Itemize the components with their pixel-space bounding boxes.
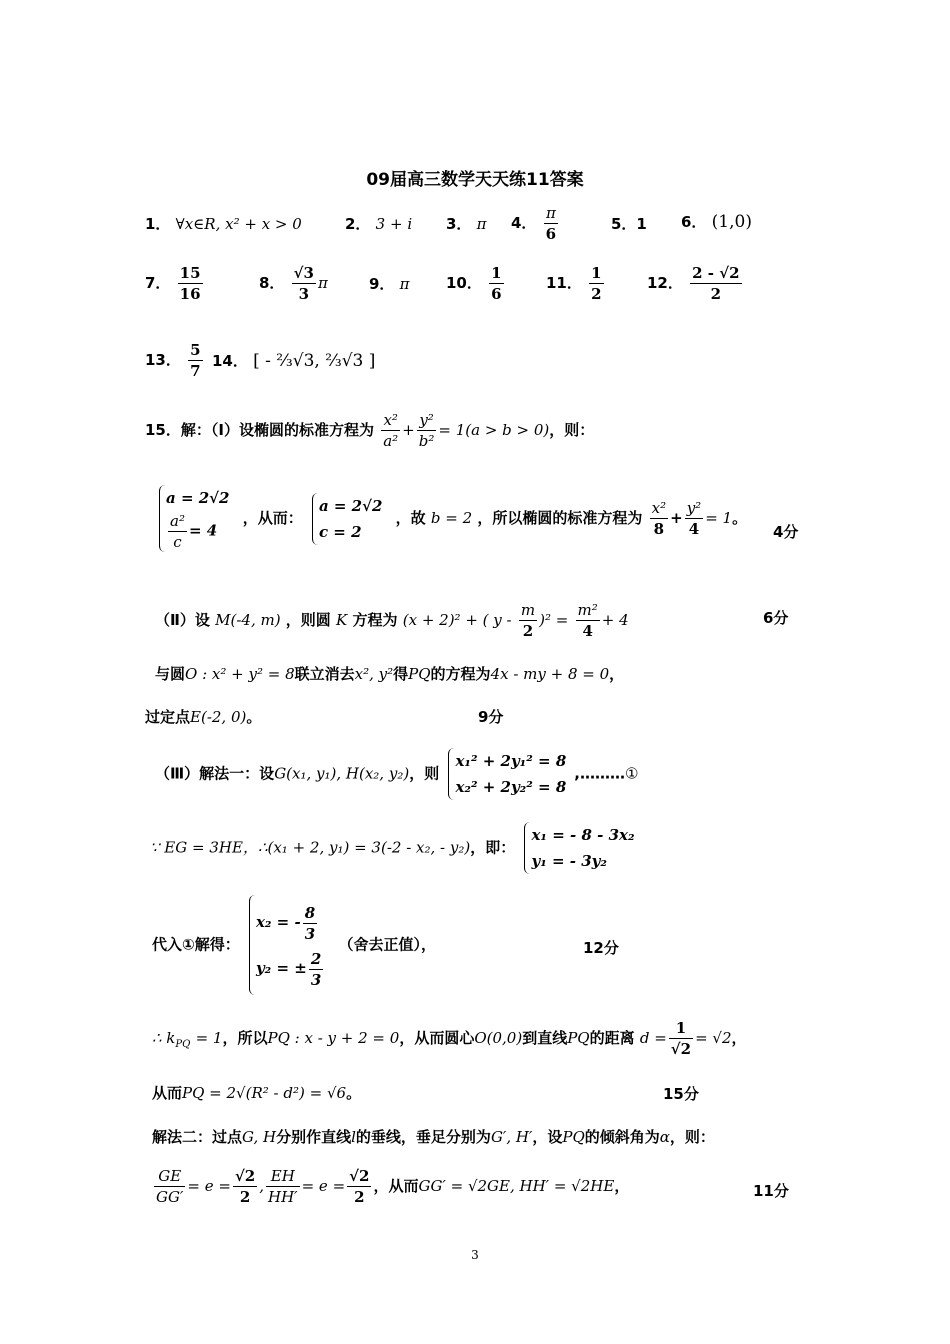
s15-intro-text: 15．解：（Ⅰ）设椭圆的标准方程为 bbox=[145, 421, 374, 439]
s2-l2-c: 得 bbox=[393, 665, 409, 683]
pq-equation: 4x - my + 8 = 0 bbox=[490, 665, 610, 683]
PQ: PQ bbox=[408, 665, 431, 683]
from-text: ，从而： bbox=[242, 509, 303, 527]
score-6: 6分 bbox=[763, 609, 789, 627]
q2-answer: 3 + i bbox=[375, 215, 413, 233]
q8-label: 8． bbox=[259, 274, 285, 292]
ellipse-eq-tail: = 1(a > b > 0) bbox=[438, 421, 550, 439]
q12-fraction: $\frac{2 - √2}{2}$ bbox=[692, 264, 740, 303]
k-g: ， bbox=[731, 1029, 747, 1047]
s4-label: 解法二：过点 bbox=[152, 1128, 243, 1146]
ie-text: ，即： bbox=[470, 838, 516, 857]
q13-fraction: $\frac{5}{7}$ bbox=[190, 341, 201, 380]
answer-q11 bbox=[546, 263, 606, 304]
q1-answer: ∀x∈R, x² + x > 0 bbox=[175, 215, 302, 233]
res-a: 从而 bbox=[152, 1084, 183, 1102]
ellipse-x-term: $\frac{\text{x²}}{\text{a²}}$ bbox=[383, 411, 399, 450]
m-over-2: $\frac{m}{2}$ bbox=[520, 601, 536, 640]
q7-label: 7． bbox=[145, 274, 171, 292]
system-2 bbox=[312, 493, 386, 545]
score-9: 9分 bbox=[478, 708, 504, 726]
s15-intro bbox=[145, 410, 594, 451]
answer-row-1 bbox=[145, 213, 302, 234]
system-2-a: a = 2√2 bbox=[318, 496, 383, 515]
system-1-b: $\frac{\text{a²}}{c}$ = 4 bbox=[170, 512, 218, 551]
s4-t1: 分别作直线 bbox=[276, 1128, 352, 1146]
comma: , bbox=[259, 1177, 265, 1195]
answer-q14 bbox=[212, 350, 375, 371]
b-value: b = 2 bbox=[430, 509, 473, 527]
circled-one: ① bbox=[624, 764, 639, 783]
k-sub: PQ bbox=[175, 1039, 191, 1050]
feet-GH: G′, H′ bbox=[490, 1128, 533, 1146]
s2-line1 bbox=[155, 600, 629, 641]
q3-answer: π bbox=[476, 215, 487, 233]
answer-q9 bbox=[369, 273, 410, 294]
answer-q2 bbox=[345, 213, 412, 234]
d-pre: d = bbox=[639, 1029, 667, 1047]
s2-line2 bbox=[155, 663, 624, 684]
m2-over-4: $\frac{\text{m²}}{4}$ bbox=[577, 601, 598, 640]
page-number: 3 bbox=[471, 1248, 479, 1262]
q10-fraction: $\frac{1}{6}$ bbox=[491, 264, 502, 303]
s4-line2 bbox=[152, 1166, 629, 1207]
q9-answer: π bbox=[399, 275, 410, 293]
q1-label: 1． bbox=[145, 215, 171, 233]
res-b: 。 bbox=[346, 1084, 362, 1102]
discard-text: （舍去正值）， bbox=[338, 935, 436, 954]
PQ-2: PQ bbox=[567, 1029, 590, 1047]
page-title: 09届高三数学天天练11答案 bbox=[366, 170, 584, 190]
q2-label: 2． bbox=[345, 215, 371, 233]
s3-label: （Ⅲ）解法一：设 bbox=[155, 764, 275, 783]
s4-t2: 的垂线，垂足分别为 bbox=[355, 1128, 491, 1146]
d-tail: = √2 bbox=[695, 1029, 732, 1047]
system-1 bbox=[159, 485, 233, 552]
q14-answer: [ - ⅔√3, ⅔√3 ] bbox=[253, 351, 376, 371]
system-1-a: a = 2√2 bbox=[166, 489, 230, 507]
s4-res: GG′ = √2GE, HH′ = √2HE bbox=[418, 1177, 615, 1195]
x2-value: x₂ = - $\frac{8}{3}$ bbox=[255, 903, 316, 943]
s3-line5 bbox=[152, 1082, 361, 1103]
q8-fraction: $\frac{√3}{3}$ bbox=[293, 264, 314, 303]
q11-label: 11． bbox=[546, 274, 582, 292]
system-4-a: x₁ = - 8 - 3x₂ bbox=[531, 826, 635, 844]
therefore: ，∴(x₁ + 2, y₁) = 3(-2 - x₂, - y₂) bbox=[242, 838, 471, 857]
circle-eq-part1: (x + 2)² + ( y - bbox=[402, 611, 512, 629]
s15-system-line: a = 2√2 $\frac{\text{a²}}{c}$ = 4 ，从而： a = 2√2 c = 2 ，故 b = 2 ，所以椭圆的标准方程为 $\frac{\text{x²}}{8}$ + $\frac{\text{y²}}{4}$ = 1。 bbox=[155, 485, 747, 552]
s2-l3-b: 。 bbox=[246, 708, 262, 726]
s2-line3 bbox=[145, 706, 261, 727]
s4-t3: ，设 bbox=[532, 1128, 563, 1146]
s2-label: （Ⅱ）设 bbox=[155, 611, 210, 629]
center-O: O(0,0) bbox=[474, 1029, 523, 1047]
q4-label: 4． bbox=[511, 214, 537, 232]
q12-label: 12． bbox=[647, 274, 683, 292]
k-value: = 1 bbox=[195, 1029, 223, 1047]
d-fraction: $\frac{1}{√2}$ bbox=[670, 1019, 692, 1058]
res-eq: PQ = 2√(R² - d²) = √6 bbox=[182, 1084, 347, 1102]
e1: = e = bbox=[187, 1177, 231, 1195]
system-3 bbox=[448, 748, 570, 800]
answer-q12 bbox=[647, 263, 744, 304]
circle-K: K bbox=[336, 611, 348, 629]
circle-O: O : x² + y² = 8 bbox=[185, 665, 295, 683]
k-e: 到直线 bbox=[522, 1029, 568, 1047]
circle-eq-part3: + 4 bbox=[601, 611, 629, 629]
s2-l3-a: 过定点 bbox=[145, 708, 191, 726]
answer-q3 bbox=[446, 213, 487, 234]
q7-fraction: $\frac{15}{16}$ bbox=[179, 264, 201, 303]
so-text: ，故 bbox=[395, 509, 426, 527]
q6-label: 6． bbox=[681, 213, 707, 231]
circle-eq-part2: )² = bbox=[539, 611, 569, 629]
score-12: 12分 bbox=[583, 939, 619, 957]
point-E: E(-2, 0) bbox=[190, 708, 247, 726]
q9-label: 9． bbox=[369, 275, 395, 293]
plus-sign: + bbox=[402, 421, 415, 439]
e2: = e = bbox=[301, 1177, 346, 1195]
system-4-b: y₁ = - 3y₂ bbox=[531, 852, 607, 870]
answer-q6 bbox=[681, 211, 752, 232]
s3-line4 bbox=[152, 1018, 747, 1059]
q8-pi: π bbox=[317, 274, 328, 292]
answer-y-term: $\frac{\text{y²}}{4}$ bbox=[686, 499, 702, 538]
ellipse-y-term: $\frac{\text{y²}}{\text{b²}}$ bbox=[418, 411, 435, 450]
points-GH: G(x₁, y₁), H(x₂, y₂) bbox=[274, 764, 410, 783]
s4-line1 bbox=[152, 1126, 715, 1147]
dots: ,……… bbox=[574, 764, 625, 783]
answer-q13 bbox=[145, 340, 205, 381]
s2-t1: ，则圆 bbox=[285, 611, 331, 629]
then-text: ，则： bbox=[549, 421, 595, 439]
s2-l2-b: 联立消去 bbox=[294, 665, 355, 683]
ratio-2: $\frac{√2}{2}$ bbox=[234, 1167, 256, 1206]
system-4 bbox=[524, 822, 638, 874]
s3-line1 bbox=[155, 748, 638, 800]
sub-label: 代入①解得： bbox=[152, 935, 240, 954]
point-M: M(-4, m) bbox=[215, 611, 281, 629]
because: ∵ EG = 3HE bbox=[150, 838, 243, 857]
s3-then: ，则 bbox=[409, 764, 440, 783]
q4-fraction: $\frac{\pi}{6}$ bbox=[545, 204, 557, 243]
std-text: ，所以椭圆的标准方程为 bbox=[477, 509, 643, 527]
q3-label: 3． bbox=[446, 215, 472, 233]
vars: x², y² bbox=[354, 665, 394, 683]
ratio-4: $\frac{√2}{2}$ bbox=[349, 1167, 370, 1206]
line-l: l bbox=[351, 1128, 356, 1146]
pq-line: PQ : x - y + 2 = 0 bbox=[267, 1029, 400, 1047]
q6-answer: (1,0) bbox=[711, 212, 752, 232]
q14-label: 14． bbox=[212, 352, 248, 370]
end-period: 。 bbox=[732, 509, 748, 527]
system-3-b: x₂² + 2y₂² = 8 bbox=[455, 778, 567, 796]
answer-x-term: $\frac{\text{x²}}{8}$ bbox=[651, 499, 667, 538]
answer-q7 bbox=[145, 263, 205, 304]
system-2-b: c = 2 bbox=[318, 522, 362, 541]
s4-GH: G, H bbox=[242, 1128, 277, 1146]
s4-end: ， bbox=[614, 1177, 630, 1195]
s3-line3 bbox=[152, 895, 436, 995]
PQ-3: PQ bbox=[562, 1128, 585, 1146]
s2-l2-d: 的方程为 bbox=[430, 665, 491, 683]
score-15: 15分 bbox=[663, 1085, 699, 1103]
s3-line2 bbox=[150, 822, 643, 874]
s2-l2-e: ， bbox=[609, 665, 625, 683]
score-4: 4分 bbox=[773, 523, 799, 541]
k-label: ∴ k bbox=[152, 1029, 176, 1047]
s4-t5: ，则： bbox=[669, 1128, 715, 1146]
score-11: 11分 bbox=[753, 1182, 789, 1200]
s2-t2: 方程为 bbox=[352, 611, 398, 629]
answer-q5: 5．1 bbox=[611, 215, 647, 233]
k-f: 的距离 bbox=[589, 1029, 635, 1047]
q13-label: 13． bbox=[145, 351, 181, 369]
ratio-3: $\frac{EH}{HH'}$ bbox=[268, 1167, 298, 1206]
ratio-1: $\frac{GE}{GG'}$ bbox=[156, 1167, 184, 1206]
q11-fraction: $\frac{1}{2}$ bbox=[591, 264, 602, 303]
system-5 bbox=[249, 895, 329, 995]
system-3-a: x₁² + 2y₁² = 8 bbox=[455, 752, 567, 770]
alpha: α bbox=[659, 1128, 670, 1146]
s2-l2-a: 与圆 bbox=[155, 665, 186, 683]
s4-t4: 的倾斜角为 bbox=[584, 1128, 660, 1146]
answer-q10 bbox=[446, 263, 506, 304]
q10-label: 10． bbox=[446, 274, 482, 292]
answer-tail: = 1 bbox=[705, 509, 733, 527]
answer-q4 bbox=[511, 203, 560, 244]
y2-value: y₂ = ± $\frac{2}{3}$ bbox=[255, 949, 322, 989]
k-d: ，从而圆心 bbox=[399, 1029, 475, 1047]
answer-q8 bbox=[259, 263, 328, 304]
k-c: ，所以 bbox=[222, 1029, 268, 1047]
s4-from: ，从而 bbox=[373, 1177, 419, 1195]
